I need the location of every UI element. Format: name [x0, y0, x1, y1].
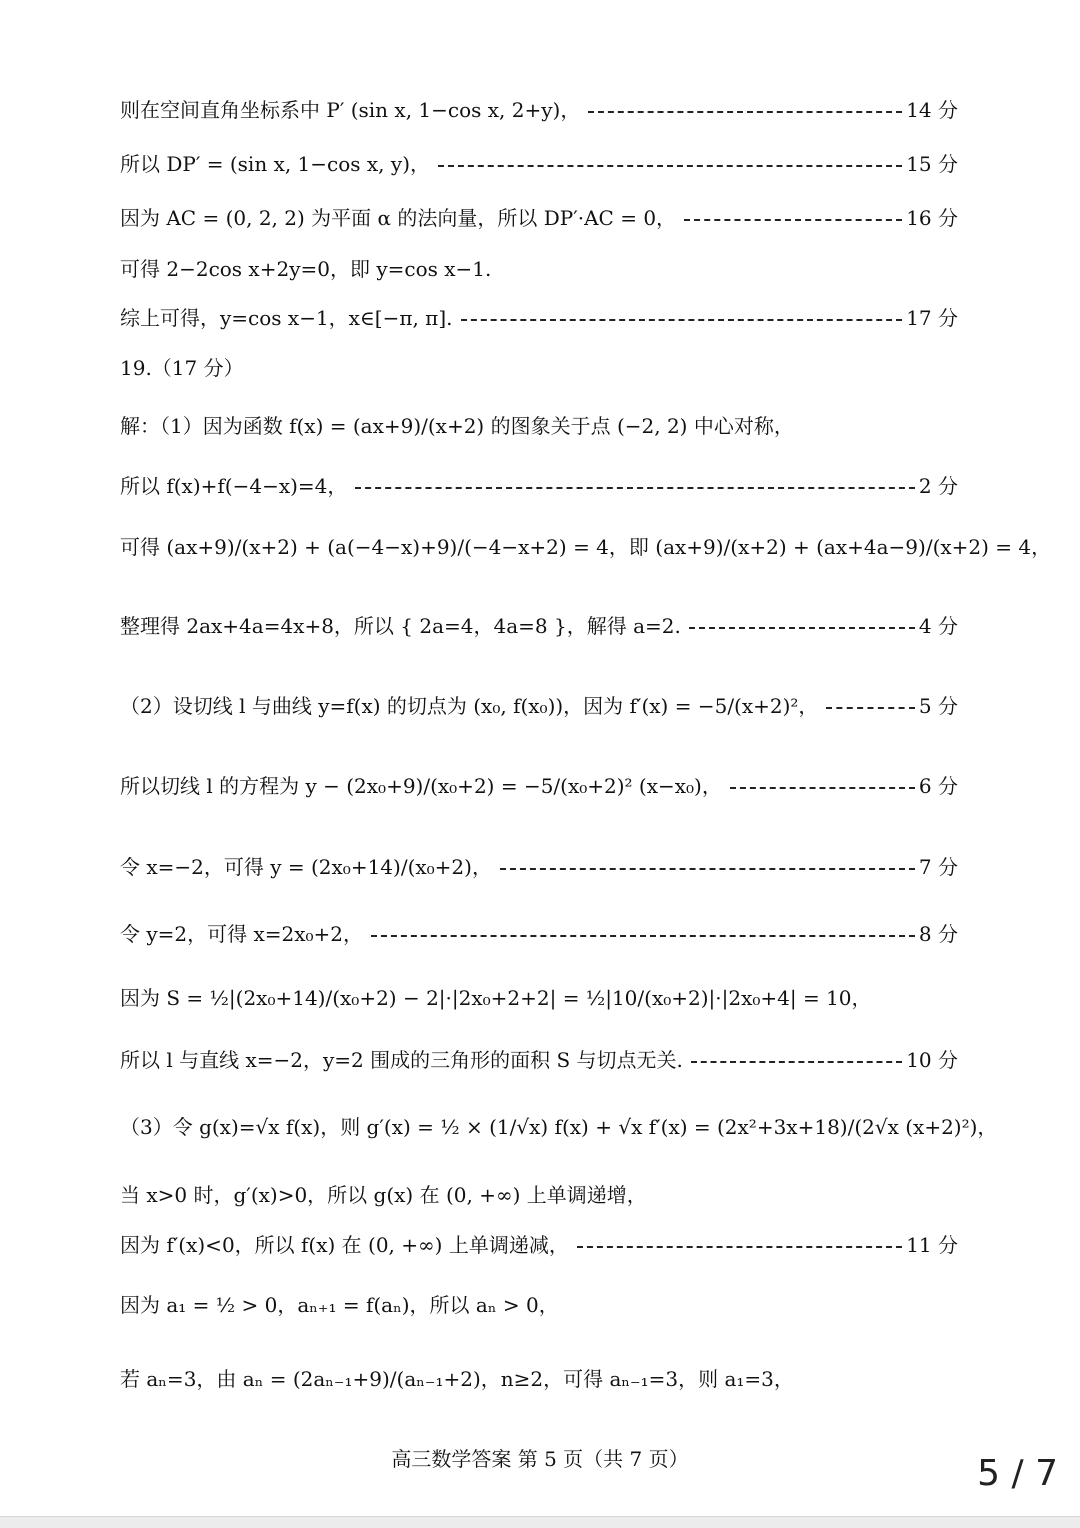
dotted-leader [826, 707, 914, 709]
line-text: 令 y=2，可得 x=2x₀+2， [120, 922, 364, 946]
line-text: 所以 f(x)+f(−4−x)=4， [120, 474, 348, 498]
score-mark: 10 分 [906, 1048, 958, 1072]
page-footer: 高三数学答案 第 5 页（共 7 页） [391, 1447, 689, 1471]
score-mark: 16 分 [906, 206, 958, 230]
dotted-leader [577, 1246, 902, 1248]
solution-line-14 [120, 96, 958, 124]
line-text: 因为 AC = (0, 2, 2) 为平面 α 的法向量，所以 DP′·AC = 0， [120, 206, 677, 230]
solution-line-5 [120, 692, 958, 720]
dotted-leader [500, 868, 915, 870]
score-mark: 8 分 [918, 922, 958, 946]
line-text: 综上可得，y=cos x−1，x∈[−π, π]. [120, 306, 453, 330]
line-text: （3）令 g(x)=√x f(x)，则 g′(x) = ½ × (1/√x) f(x) + √x f′(x) = (2x²+3x+18)/(2√x (x+2)²)， [120, 1115, 998, 1139]
solution-line-8 [120, 920, 958, 948]
line-text: 因为 S = ½|(2x₀+14)/(x₀+2) − 2|·|2x₀+2+2| = ½|10/(x₀+2)|·|2x₀+4| = 10， [120, 986, 872, 1010]
line-text: 整理得 2ax+4a=4x+8，所以 { 2a=4，4a=8 }，解得 a=2. [120, 614, 681, 638]
line-text: 可得 (ax+9)/(x+2) + (a(−4−x)+9)/(−4−x+2) = 4，即 (ax+9)/(x+2) + (ax+4a−9)/(x+2) = 4， [120, 535, 1052, 559]
line-text: 当 x>0 时，g′(x)>0，所以 g(x) 在 (0, +∞) 上单调递增， [120, 1183, 647, 1207]
solution-line-16 [120, 204, 958, 232]
line-text: 因为 a₁ = ½ > 0，aₙ₊₁ = f(aₙ)，所以 aₙ > 0， [120, 1293, 559, 1317]
solution-line [120, 1291, 958, 1319]
dotted-leader [371, 935, 915, 937]
score-mark: 17 分 [906, 306, 958, 330]
score-mark: 2 分 [918, 474, 958, 498]
solution-line-7 [120, 853, 958, 881]
solution-line-17 [120, 304, 958, 332]
line-text: 可得 2−2cos x+2y=0，即 y=cos x−1. [120, 257, 492, 281]
solution-line [120, 412, 958, 440]
solution-line [120, 984, 958, 1012]
solution-line [120, 1113, 998, 1141]
solution-line-4 [120, 612, 958, 640]
question-number [120, 354, 958, 382]
line-text: 所以 l 与直线 x=−2，y=2 围成的三角形的面积 S 与切点无关. [120, 1048, 683, 1072]
score-mark: 4 分 [918, 614, 958, 638]
line-text: （2）设切线 l 与曲线 y=f(x) 的切点为 (x₀, f(x₀))，因为 f′(x) = −5/(x+2)²， [120, 694, 819, 718]
line-text: 令 x=−2，可得 y = (2x₀+14)/(x₀+2)， [120, 855, 492, 879]
line-text: 解：（1）因为函数 f(x) = (ax+9)/(x+2) 的图象关于点 (−2, 2) 中心对称， [120, 414, 794, 438]
line-text: 所以切线 l 的方程为 y − (2x₀+9)/(x₀+2) = −5/(x₀+2)² (x−x₀)， [120, 774, 722, 798]
score-mark: 11 分 [906, 1233, 958, 1257]
dotted-leader [689, 627, 915, 629]
dotted-leader [588, 111, 902, 113]
line-text: 则在空间直角坐标系中 P′ (sin x, 1−cos x, 2+y)， [120, 98, 581, 122]
solution-line [120, 1365, 958, 1393]
score-mark: 7 分 [918, 855, 958, 879]
line-text: 若 aₙ=3，由 aₙ = (2aₙ₋₁+9)/(aₙ₋₁+2)，n≥2，可得 aₙ₋₁=3，则 a₁=3， [120, 1367, 794, 1391]
dotted-leader [691, 1061, 902, 1063]
solution-line-15 [120, 150, 958, 178]
line-text: 所以 DP′ = (sin x, 1−cos x, y)， [120, 152, 430, 176]
dotted-leader [730, 787, 915, 789]
line-text: 19.（17 分） [120, 356, 244, 380]
score-mark: 5 分 [918, 694, 958, 718]
solution-line [120, 255, 958, 283]
score-mark: 6 分 [918, 774, 958, 798]
line-text: 因为 f′(x)<0，所以 f(x) 在 (0, +∞) 上单调递减， [120, 1233, 569, 1257]
dotted-leader [438, 165, 902, 167]
solution-line-11 [120, 1231, 958, 1259]
dotted-leader [355, 487, 914, 489]
score-mark: 14 分 [906, 98, 958, 122]
solution-line-2 [120, 472, 958, 500]
dotted-leader [684, 219, 902, 221]
score-mark: 15 分 [906, 152, 958, 176]
solution-line [120, 533, 1052, 561]
dotted-leader [461, 319, 903, 321]
solution-line-6 [120, 772, 958, 800]
solution-line-10 [120, 1046, 958, 1074]
solution-line [120, 1181, 958, 1209]
viewer-bottom-bar [0, 1516, 1080, 1528]
page-indicator: 5 / 7 [977, 1453, 1058, 1494]
